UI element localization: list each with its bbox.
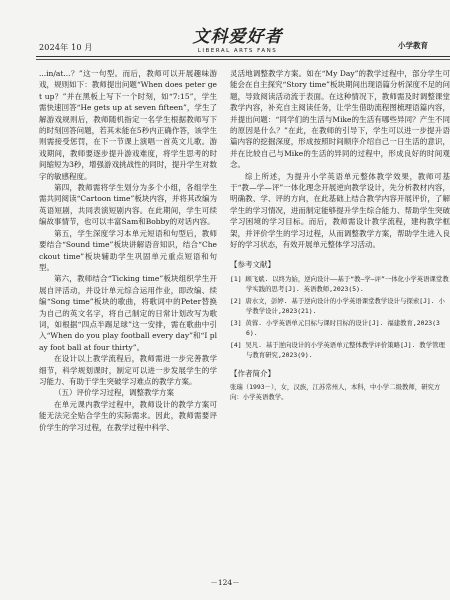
section-heading: （五）评价学习过程，调整教学方案 bbox=[54, 388, 174, 398]
reference-item: [3] 黄蓉. 小学英语单元目标与课时目标的设计[J]. 福建教育,2023(36). bbox=[230, 318, 440, 337]
reference-item: [4] 吴凡. 基于逆向设计的小学英语单元整体教学评价策略[J]. 教学管理与教育研究,2023(9). bbox=[230, 340, 445, 359]
left-paragraph-1: ...in/at...？”这一句型。而后，教师可以开展趣味游戏，规则如下：教师提出问题“When does peter get up？”并在黑板上写下一个时刻，如“7:15”，学生需快速回答“He gets up at seven fifteen”，学生了解游戏规则后，教师随机指定一名学生根据教师写下的时刻回答问题，若其未能在5秒内正确作答，该学生则需接受惩罚，在下一节课上演唱一首英文儿歌。游戏期间，教师要逐步提升游戏难度，将学生思考的时间缩短为3秒，增强游戏挑战性的同时，提升学生对数字的敏感程度。 bbox=[39, 69, 217, 181]
references-title: 【参考文献】 bbox=[230, 259, 275, 269]
left-column bbox=[39, 68, 217, 433]
page-number: －124－ bbox=[210, 578, 240, 587]
header-rule bbox=[36, 56, 450, 57]
left-paragraph-6: 在单元课内教学过程中，教师设计的教学方案可能无法完全贴合学生的实际需求。因此，教师需要评价学生的学习过程，在教学过程中科学、 bbox=[39, 399, 217, 432]
left-paragraph-5: 在设计以上教学流程后，教师需进一步完善教学细节，科学规划课时，制定可以进一步发展学生的学习能力、有助于学生突破学习难点的教学方案。 bbox=[39, 354, 217, 386]
header-rule-thin bbox=[36, 59, 450, 60]
left-paragraph-3: 第五，学生深度学习本单元短语和句型后，教师要结合“Sound time”板块讲解语音知识，结合“Checkout time”板块辅助学生巩固单元重点短语和句型。 bbox=[39, 228, 217, 272]
header-date: 2024年 10 月 bbox=[39, 43, 93, 52]
left-paragraph-4: 第六，教师结合“Ticking time”板块组织学生开展自评活动，并设计单元综合运用作业，即改编、续编“Song time”板块的歌曲，将歌词中的Peter替换为自己的英文名字，将自己制定的日常计划改写为歌词，如根据“四点半踢足球”这一安排，需在歌曲中引入“When do you play football every day”和“I play foot ball at four thirty”。 bbox=[39, 274, 217, 352]
header-section: 小学教育 bbox=[398, 41, 428, 50]
reference-item: [1] 顾飞斌. 以终为始，逆向设计——基于“教—学—评”一体化小学英语课堂教学实践的思考[J]. 英语教师,2023(5). bbox=[230, 274, 449, 293]
left-paragraph-2: 第四，教师需将学生划分为多个小组，各组学生需共同阅读“Cartoon time”板块内容，并将其改编为英语短剧，共同表演短剧内容。在此期间，学生可续编故事情节，也可以丰富Sam和Bobby的对话内容。 bbox=[39, 183, 217, 227]
journal-logo-cn: 文科爱好者 bbox=[192, 27, 283, 47]
author-title: 【作者简介】 bbox=[230, 368, 275, 378]
right-paragraph-1: 灵活地调整教学方案。如在“My Day”的教学过程中，部分学生可能会在自主探究“Story time”板块期间出现语篇分析深度不足的问题，导致阅读活动流于表面。在这种情况下，教师需及时调整课堂教学内容，补充自主阅读任务，让学生借助流程图梳理语篇内容，并提出问题：“同学们的生活与Mike的生活有哪些异同？产生不同的原因是什么？”在此，在教师的引导下，学生可以进一步提升语篇内容的挖掘深度，形成按照时间顺序介绍自己一日生活的意识，并在比较自己与Mike的生活的异同的过程中，形成良好的时间观念。 bbox=[230, 69, 450, 170]
author-bio: 张瑞（1993－），女，汉族，江苏常州人，本科，中小学二级教师，研究方向：小学英语教学。 bbox=[230, 383, 441, 402]
right-paragraph-2: 综上所述，为提升小学英语单元整体教学效果，教师可基于“教—学—评”一体化理念开展逆向教学设计，先分析教材内容，明确教、学、评的方向，在此基础上结合教学内容开展评价，了解学生的学习情况，进而制定能够提升学生综合能力、帮助学生突破学习困境的学习目标。而后，教师需设计教学流程，建构教学框架，并评价学生的学习过程，从而调整教学方案，帮助学生进入良好的学习状态，有效开展单元整体学习活动。 bbox=[230, 171, 450, 250]
journal-logo-en: LIBERAL ARTS FANS bbox=[197, 48, 278, 54]
journal-logo bbox=[190, 28, 285, 55]
right-column bbox=[230, 68, 450, 588]
reference-item: [2] 唐水文，彭婷. 基于逆向设计的小学英语课堂教学设计与探索[J]. 小学教学设计,2023(21). bbox=[230, 296, 445, 315]
